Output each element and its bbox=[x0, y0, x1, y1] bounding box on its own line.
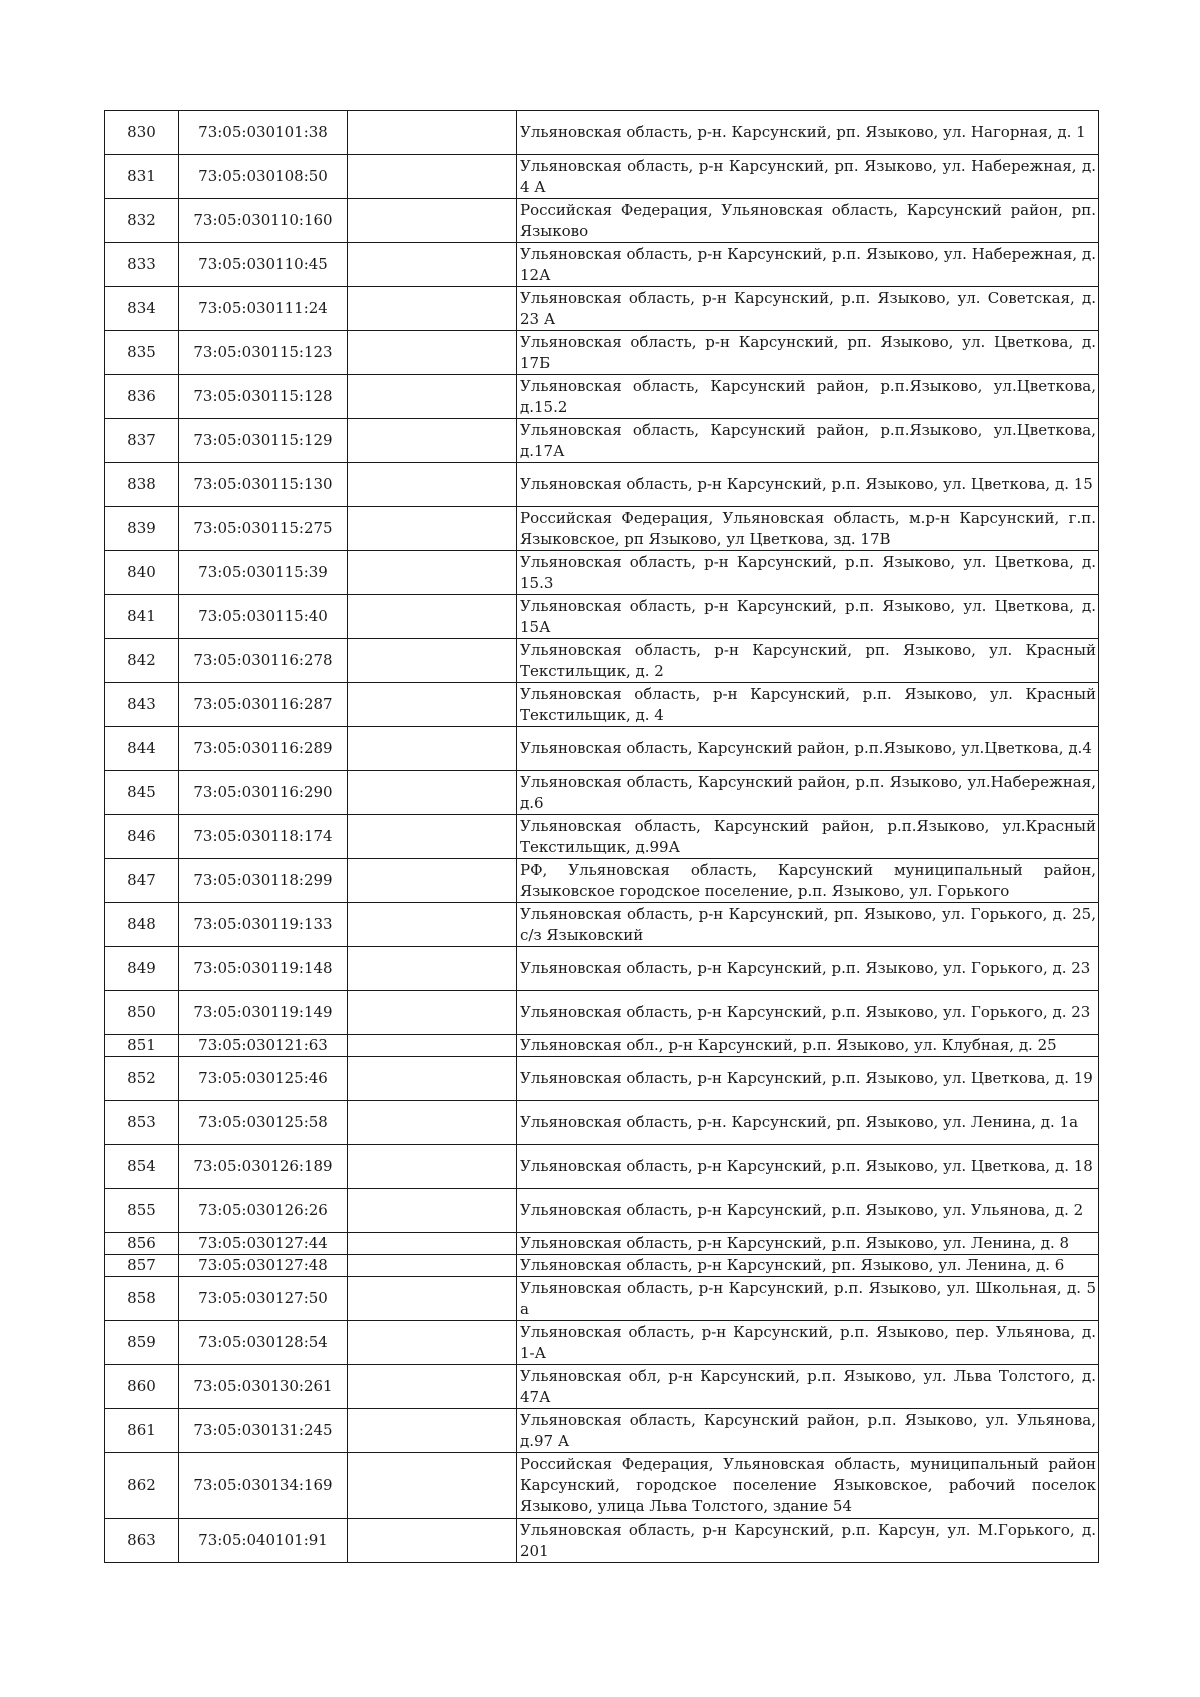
cadastral-number-cell: 73:05:030121:63 bbox=[179, 1035, 348, 1057]
address-cell: Ульяновская область, р-н Карсунский, рп. Языково, ул. Ленина, д. 6 bbox=[517, 1255, 1099, 1277]
address-cell: Ульяновская область, р-н. Карсунский, рп. Языково, ул. Нагорная, д. 1 bbox=[517, 111, 1099, 155]
address-cell: Ульяновская область, Карсунский район, р.п.Языково, ул.Цветкова, д.17А bbox=[517, 419, 1099, 463]
address-cell: Ульяновская область, р-н Карсунский, р.п. Языково, ул. Цветкова, д. 18 bbox=[517, 1145, 1099, 1189]
address-cell: Ульяновская область, Карсунский район, р.п.Языково, ул.Красный Текстильщик, д.99А bbox=[517, 815, 1099, 859]
row-number-cell: 852 bbox=[105, 1057, 179, 1101]
row-number-cell: 830 bbox=[105, 111, 179, 155]
empty-cell bbox=[348, 1057, 517, 1101]
empty-cell bbox=[348, 947, 517, 991]
table-row bbox=[105, 595, 1099, 639]
row-number-cell: 844 bbox=[105, 727, 179, 771]
empty-cell bbox=[348, 595, 517, 639]
table-row bbox=[105, 331, 1099, 375]
row-number-cell: 840 bbox=[105, 551, 179, 595]
row-number-cell: 838 bbox=[105, 463, 179, 507]
empty-cell bbox=[348, 1233, 517, 1255]
empty-cell bbox=[348, 727, 517, 771]
row-number-cell: 859 bbox=[105, 1321, 179, 1365]
table-row bbox=[105, 1189, 1099, 1233]
row-number-cell: 843 bbox=[105, 683, 179, 727]
table-row bbox=[105, 1519, 1099, 1563]
address-cell: Российская Федерация, Ульяновская область, муниципальный район Карсунский, городское поселение Языковское, рабочий поселок Языково, улица Льва Толстого, здание 54 bbox=[517, 1453, 1099, 1519]
empty-cell bbox=[348, 1101, 517, 1145]
row-number-cell: 860 bbox=[105, 1365, 179, 1409]
table-row bbox=[105, 815, 1099, 859]
row-number-cell: 839 bbox=[105, 507, 179, 551]
cadastral-number-cell: 73:05:030126:26 bbox=[179, 1189, 348, 1233]
table-row bbox=[105, 947, 1099, 991]
address-cell: Ульяновская область, р-н Карсунский, р.п. Языково, пер. Ульянова, д. 1-А bbox=[517, 1321, 1099, 1365]
table-row bbox=[105, 1057, 1099, 1101]
table-row bbox=[105, 1453, 1099, 1519]
cadastral-number-cell: 73:05:030115:130 bbox=[179, 463, 348, 507]
table-row bbox=[105, 1035, 1099, 1057]
row-number-cell: 836 bbox=[105, 375, 179, 419]
table-row bbox=[105, 1233, 1099, 1255]
cadastral-number-cell: 73:05:030127:44 bbox=[179, 1233, 348, 1255]
row-number-cell: 847 bbox=[105, 859, 179, 903]
empty-cell bbox=[348, 639, 517, 683]
row-number-cell: 853 bbox=[105, 1101, 179, 1145]
address-cell: Ульяновская область, р-н Карсунский, р.п. Языково, ул. Советская, д. 23 А bbox=[517, 287, 1099, 331]
cadastral-number-cell: 73:05:030119:148 bbox=[179, 947, 348, 991]
address-cell: Ульяновская область, р-н Карсунский, рп. Языково, ул. Горького, д. 25, с/з Языковский bbox=[517, 903, 1099, 947]
cadastral-number-cell: 73:05:030101:38 bbox=[179, 111, 348, 155]
address-cell: Ульяновская область, Карсунский район, р.п.Языково, ул.Цветкова, д.15.2 bbox=[517, 375, 1099, 419]
table-row bbox=[105, 727, 1099, 771]
cadastral-number-cell: 73:05:030118:174 bbox=[179, 815, 348, 859]
property-table-body bbox=[105, 111, 1099, 1563]
row-number-cell: 841 bbox=[105, 595, 179, 639]
row-number-cell: 856 bbox=[105, 1233, 179, 1255]
property-table bbox=[104, 110, 1099, 1563]
address-cell: Ульяновская область, Карсунский район, р.п.Языково, ул.Цветкова, д.4 bbox=[517, 727, 1099, 771]
cadastral-number-cell: 73:05:030125:46 bbox=[179, 1057, 348, 1101]
empty-cell bbox=[348, 1409, 517, 1453]
cadastral-number-cell: 73:05:030131:245 bbox=[179, 1409, 348, 1453]
row-number-cell: 842 bbox=[105, 639, 179, 683]
cadastral-number-cell: 73:05:030115:40 bbox=[179, 595, 348, 639]
table-row bbox=[105, 1365, 1099, 1409]
address-cell: Ульяновская область, Карсунский район, р.п. Языково, ул. Ульянова, д.97 А bbox=[517, 1409, 1099, 1453]
cadastral-number-cell: 73:05:030134:169 bbox=[179, 1453, 348, 1519]
address-cell: Ульяновская область, р-н Карсунский, рп. Языково, ул. Красный Текстильщик, д. 2 bbox=[517, 639, 1099, 683]
empty-cell bbox=[348, 991, 517, 1035]
cadastral-number-cell: 73:05:030118:299 bbox=[179, 859, 348, 903]
empty-cell bbox=[348, 1519, 517, 1563]
empty-cell bbox=[348, 1255, 517, 1277]
table-row bbox=[105, 639, 1099, 683]
row-number-cell: 846 bbox=[105, 815, 179, 859]
empty-cell bbox=[348, 1321, 517, 1365]
row-number-cell: 861 bbox=[105, 1409, 179, 1453]
address-cell: Ульяновская область, Карсунский район, р.п. Языково, ул.Набережная, д.6 bbox=[517, 771, 1099, 815]
empty-cell bbox=[348, 243, 517, 287]
row-number-cell: 862 bbox=[105, 1453, 179, 1519]
empty-cell bbox=[348, 903, 517, 947]
row-number-cell: 855 bbox=[105, 1189, 179, 1233]
empty-cell bbox=[348, 1035, 517, 1057]
cadastral-number-cell: 73:05:030125:58 bbox=[179, 1101, 348, 1145]
address-cell: РФ, Ульяновская область, Карсунский муниципальный район, Языковское городское поселение, р.п. Языково, ул. Горького bbox=[517, 859, 1099, 903]
row-number-cell: 834 bbox=[105, 287, 179, 331]
table-row bbox=[105, 507, 1099, 551]
empty-cell bbox=[348, 683, 517, 727]
cadastral-number-cell: 73:05:030111:24 bbox=[179, 287, 348, 331]
table-row bbox=[105, 903, 1099, 947]
row-number-cell: 831 bbox=[105, 155, 179, 199]
empty-cell bbox=[348, 859, 517, 903]
cadastral-number-cell: 73:05:030127:50 bbox=[179, 1277, 348, 1321]
address-cell: Ульяновская область, р-н Карсунский, р.п. Языково, ул. Ленина, д. 8 bbox=[517, 1233, 1099, 1255]
address-cell: Ульяновская область, р-н Карсунский, р.п. Языково, ул. Цветкова, д. 15А bbox=[517, 595, 1099, 639]
table-row bbox=[105, 683, 1099, 727]
table-row bbox=[105, 1145, 1099, 1189]
empty-cell bbox=[348, 463, 517, 507]
address-cell: Ульяновская область, р-н Карсунский, р.п. Языково, ул. Цветкова, д. 19 bbox=[517, 1057, 1099, 1101]
table-row bbox=[105, 111, 1099, 155]
cadastral-number-cell: 73:05:030108:50 bbox=[179, 155, 348, 199]
cadastral-number-cell: 73:05:030110:45 bbox=[179, 243, 348, 287]
address-cell: Ульяновская область, р-н Карсунский, р.п. Языково, ул. Набережная, д. 12А bbox=[517, 243, 1099, 287]
row-number-cell: 851 bbox=[105, 1035, 179, 1057]
empty-cell bbox=[348, 507, 517, 551]
table-row bbox=[105, 463, 1099, 507]
cadastral-number-cell: 73:05:030116:287 bbox=[179, 683, 348, 727]
address-cell: Ульяновская область, р-н Карсунский, р.п. Языково, ул. Школьная, д. 5 а bbox=[517, 1277, 1099, 1321]
empty-cell bbox=[348, 551, 517, 595]
empty-cell bbox=[348, 375, 517, 419]
cadastral-number-cell: 73:05:030115:128 bbox=[179, 375, 348, 419]
empty-cell bbox=[348, 199, 517, 243]
address-cell: Российская Федерация, Ульяновская область, Карсунский район, рп. Языково bbox=[517, 199, 1099, 243]
address-cell: Ульяновская область, р-н Карсунский, р.п. Языково, ул. Горького, д. 23 bbox=[517, 947, 1099, 991]
row-number-cell: 833 bbox=[105, 243, 179, 287]
empty-cell bbox=[348, 287, 517, 331]
cadastral-number-cell: 73:05:030128:54 bbox=[179, 1321, 348, 1365]
table-row bbox=[105, 155, 1099, 199]
address-cell: Ульяновская область, р-н Карсунский, р.п. Языково, ул. Красный Текстильщик, д. 4 bbox=[517, 683, 1099, 727]
table-row bbox=[105, 419, 1099, 463]
address-cell: Ульяновская область, р-н. Карсунский, рп. Языково, ул. Ленина, д. 1а bbox=[517, 1101, 1099, 1145]
row-number-cell: 858 bbox=[105, 1277, 179, 1321]
cadastral-number-cell: 73:05:030115:123 bbox=[179, 331, 348, 375]
empty-cell bbox=[348, 1453, 517, 1519]
address-cell: Ульяновская область, р-н Карсунский, рп. Языково, ул. Набережная, д. 4 А bbox=[517, 155, 1099, 199]
table-row bbox=[105, 1255, 1099, 1277]
cadastral-number-cell: 73:05:030126:189 bbox=[179, 1145, 348, 1189]
address-cell: Ульяновская область, р-н Карсунский, р.п. Карсун, ул. М.Горького, д. 201 bbox=[517, 1519, 1099, 1563]
address-cell: Ульяновская область, р-н Карсунский, рп. Языково, ул. Цветкова, д. 17Б bbox=[517, 331, 1099, 375]
row-number-cell: 835 bbox=[105, 331, 179, 375]
row-number-cell: 845 bbox=[105, 771, 179, 815]
empty-cell bbox=[348, 155, 517, 199]
cadastral-number-cell: 73:05:030119:133 bbox=[179, 903, 348, 947]
row-number-cell: 837 bbox=[105, 419, 179, 463]
empty-cell bbox=[348, 419, 517, 463]
table-row bbox=[105, 859, 1099, 903]
address-cell: Российская Федерация, Ульяновская область, м.р-н Карсунский, г.п. Языковское, рп Языково, ул Цветкова, зд. 17В bbox=[517, 507, 1099, 551]
row-number-cell: 850 bbox=[105, 991, 179, 1035]
cadastral-number-cell: 73:05:030116:289 bbox=[179, 727, 348, 771]
table-row bbox=[105, 199, 1099, 243]
row-number-cell: 848 bbox=[105, 903, 179, 947]
table-row bbox=[105, 1409, 1099, 1453]
row-number-cell: 854 bbox=[105, 1145, 179, 1189]
cadastral-number-cell: 73:05:030116:278 bbox=[179, 639, 348, 683]
table-row bbox=[105, 243, 1099, 287]
empty-cell bbox=[348, 111, 517, 155]
cadastral-number-cell: 73:05:030130:261 bbox=[179, 1365, 348, 1409]
cadastral-number-cell: 73:05:030116:290 bbox=[179, 771, 348, 815]
cadastral-number-cell: 73:05:030115:39 bbox=[179, 551, 348, 595]
cadastral-number-cell: 73:05:030127:48 bbox=[179, 1255, 348, 1277]
empty-cell bbox=[348, 1277, 517, 1321]
empty-cell bbox=[348, 1365, 517, 1409]
table-row bbox=[105, 551, 1099, 595]
cadastral-number-cell: 73:05:030115:129 bbox=[179, 419, 348, 463]
table-row bbox=[105, 375, 1099, 419]
row-number-cell: 857 bbox=[105, 1255, 179, 1277]
address-cell: Ульяновская область, р-н Карсунский, р.п. Языково, ул. Цветкова, д. 15 bbox=[517, 463, 1099, 507]
cadastral-number-cell: 73:05:030110:160 bbox=[179, 199, 348, 243]
address-cell: Ульяновская обл., р-н Карсунский, р.п. Языково, ул. Клубная, д. 25 bbox=[517, 1035, 1099, 1057]
table-row bbox=[105, 287, 1099, 331]
cadastral-number-cell: 73:05:040101:91 bbox=[179, 1519, 348, 1563]
empty-cell bbox=[348, 331, 517, 375]
table-row bbox=[105, 1321, 1099, 1365]
empty-cell bbox=[348, 1189, 517, 1233]
address-cell: Ульяновская область, р-н Карсунский, р.п. Языково, ул. Горького, д. 23 bbox=[517, 991, 1099, 1035]
row-number-cell: 832 bbox=[105, 199, 179, 243]
address-cell: Ульяновская область, р-н Карсунский, р.п. Языково, ул. Ульянова, д. 2 bbox=[517, 1189, 1099, 1233]
table-row bbox=[105, 771, 1099, 815]
cadastral-number-cell: 73:05:030119:149 bbox=[179, 991, 348, 1035]
table-row bbox=[105, 1277, 1099, 1321]
empty-cell bbox=[348, 771, 517, 815]
row-number-cell: 849 bbox=[105, 947, 179, 991]
empty-cell bbox=[348, 1145, 517, 1189]
empty-cell bbox=[348, 815, 517, 859]
cadastral-number-cell: 73:05:030115:275 bbox=[179, 507, 348, 551]
row-number-cell: 863 bbox=[105, 1519, 179, 1563]
table-row bbox=[105, 1101, 1099, 1145]
table-row bbox=[105, 991, 1099, 1035]
address-cell: Ульяновская область, р-н Карсунский, р.п. Языково, ул. Цветкова, д. 15.3 bbox=[517, 551, 1099, 595]
address-cell: Ульяновская обл, р-н Карсунский, р.п. Языково, ул. Льва Толстого, д. 47А bbox=[517, 1365, 1099, 1409]
